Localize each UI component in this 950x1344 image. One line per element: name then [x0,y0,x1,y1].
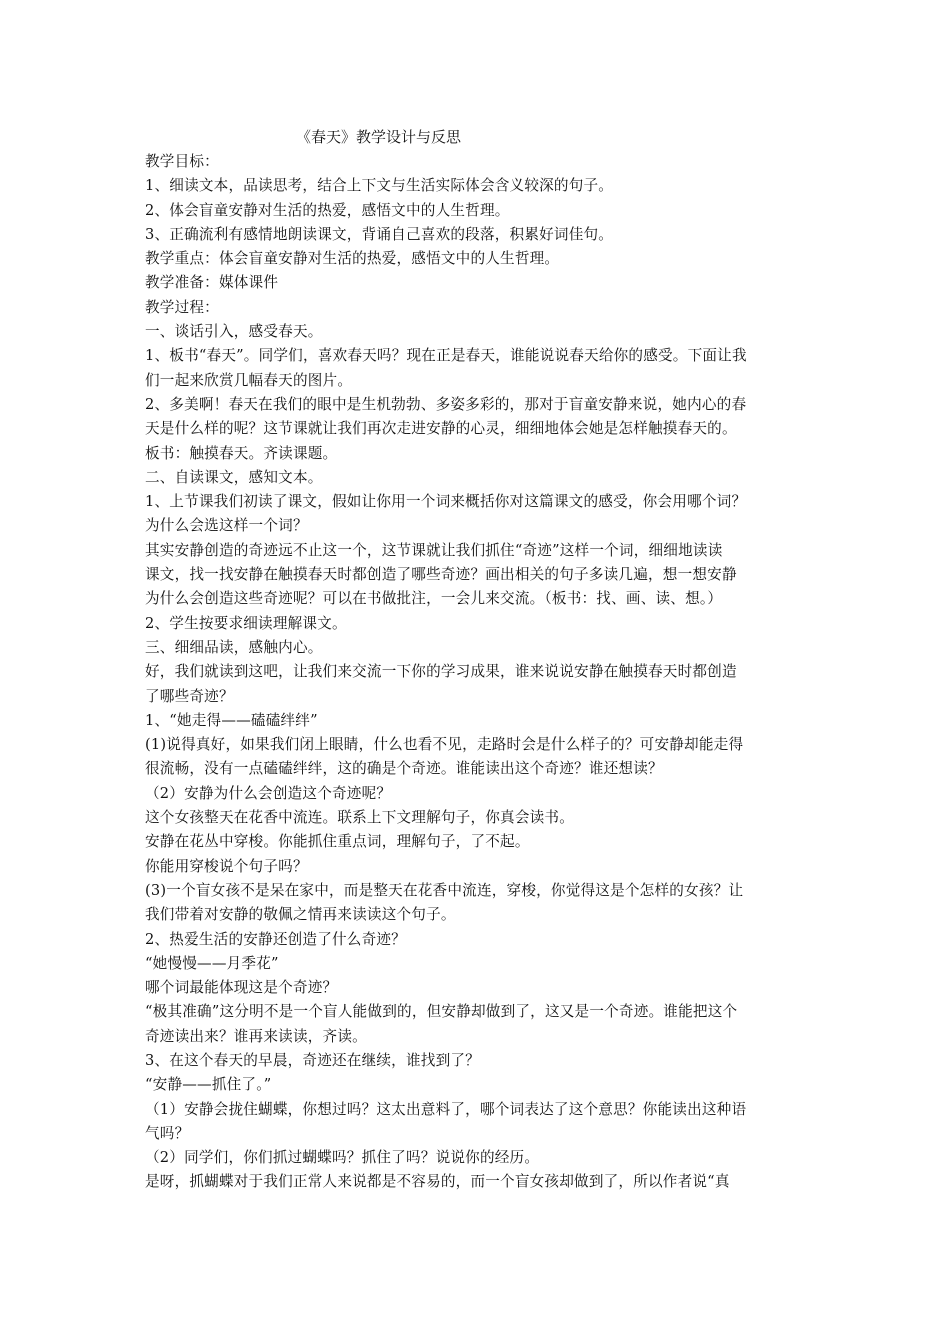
text-line: 一、谈话引入，感受春天。 [145,323,323,341]
document-title: 《春天》教学设计与反思 [296,128,462,146]
text-line: 这个女孩整天在花香中流连。联系上下文理解句子，你真会读书。 [145,809,575,827]
text-line: 二、自读课文，感知文本。 [145,468,323,486]
document-body [145,150,817,1195]
text-line: “极其准确”这分明不是一个盲人能做到的，但安静却做到了，这又是一个奇迹。谁能把这个 [145,1003,738,1021]
text-line: 2、体会盲童安静对生活的热爱，感悟文中的人生哲理。 [145,201,510,219]
text-line: “她慢慢——月季花” [145,954,279,972]
text-line: 气吗？ [145,1124,190,1142]
text-line: 教学目标： [145,153,219,170]
text-line: 板书：触摸春天。齐读课题。 [145,444,338,462]
text-line: 1、上节课我们初读了课文，假如让你用一个词来概括你对这篇课文的感受，你会用哪个词？ [145,493,747,511]
text-line: 安静在花丛中穿梭。你能抓住重点词，理解句子，了不起。 [145,833,530,851]
text-line: 课文，找一找安静在触摸春天时都创造了哪些奇迹？画出相关的句子多读几遍，想一想安静 [145,566,737,584]
text-line: 好，我们就读到这吧，让我们来交流一下你的学习成果，谁来说说安静在触摸春天时都创造 [145,663,737,681]
text-line: 很流畅，没有一点磕磕绊绊，这的确是个奇迹。谁能读出这个奇迹？谁还想读？ [145,760,663,778]
text-line: 3、在这个春天的早晨，奇迹还在继续，谁找到了？ [145,1051,480,1069]
text-line: 2、热爱生活的安静还创造了什么奇迹？ [145,930,406,948]
text-line: 们一起来欣赏几幅春天的图片。 [145,371,353,389]
text-line: （2）同学们，你们抓过蝴蝶吗？抓住了吗？说说你的经历。 [145,1149,540,1167]
text-line: 哪个词最能体现这是个奇迹？ [145,979,338,997]
text-line: “安静——抓住了。” [145,1076,272,1094]
text-line: 2、学生按要求细读理解课文。 [145,614,347,632]
text-line: 奇迹读出来？谁再来读读，齐读。 [145,1027,367,1045]
text-line: 三、细细品读，感触内心。 [145,638,323,656]
text-line: 2、多美啊！春天在我们的眼中是生机勃勃、多姿多彩的，那对于盲童安静来说，她内心的春 [145,395,747,413]
text-line: 你能用穿梭说个句子吗？ [145,857,308,875]
text-line: 教学过程： [145,298,219,316]
text-line: 为什么会选这样一个词？ [145,517,308,535]
text-line: （1）安静会拢住蝴蝶，你想过吗？这太出意料了，哪个词表达了这个意思？你能读出这种语 [145,1100,747,1118]
text-line: 我们带着对安静的敬佩之情再来读读这个句子。 [145,906,456,924]
text-line: 1、细读文本，品读思考，结合上下文与生活实际体会含义较深的句子。 [145,177,614,195]
text-line: 为什么会创造这些奇迹呢？可以在书做批注，一会儿来交流。（板书：找、画、读、想。） [145,590,723,608]
text-line: 是呀，抓蝴蝶对于我们正常人来说都是不容易的，而一个盲女孩却做到了，所以作者说“真 [145,1173,730,1191]
text-line: 3、正确流利有感情地朗读课文，背诵自己喜欢的段落，积累好词佳句。 [145,225,614,243]
text-line: 1、“她走得——磕磕绊绊” [145,711,318,729]
text-line: 天是什么样的呢？这节课就让我们再次走进安静的心灵，细细地体会她是怎样触摸春天的。 [145,420,737,438]
text-line: 1、板书“春天”。同学们，喜欢春天吗？现在正是春天，谁能说说春天给你的感受。下面让我 [145,347,747,365]
text-line: 了哪些奇迹？ [145,687,234,705]
text-line: 教学准备：媒体课件 [145,274,279,292]
text-line: 其实安静创造的奇迹远不止这一个，这节课就让我们抓住“奇迹”这样一个词，细细地读读 [145,541,723,559]
text-line: （2）安静为什么会创造这个奇迹呢？ [145,784,392,802]
text-line: (3)一个盲女孩不是呆在家中，而是整天在花香中流连，穿梭，你觉得这是个怎样的女孩？让 [145,881,744,899]
text-line: 教学重点：体会盲童安静对生活的热爱，感悟文中的人生哲理。 [145,250,560,268]
text-line: (1)说得真好，如果我们闭上眼睛，什么也看不见，走路时会是什么样子的？可安静却能走得 [145,736,744,754]
